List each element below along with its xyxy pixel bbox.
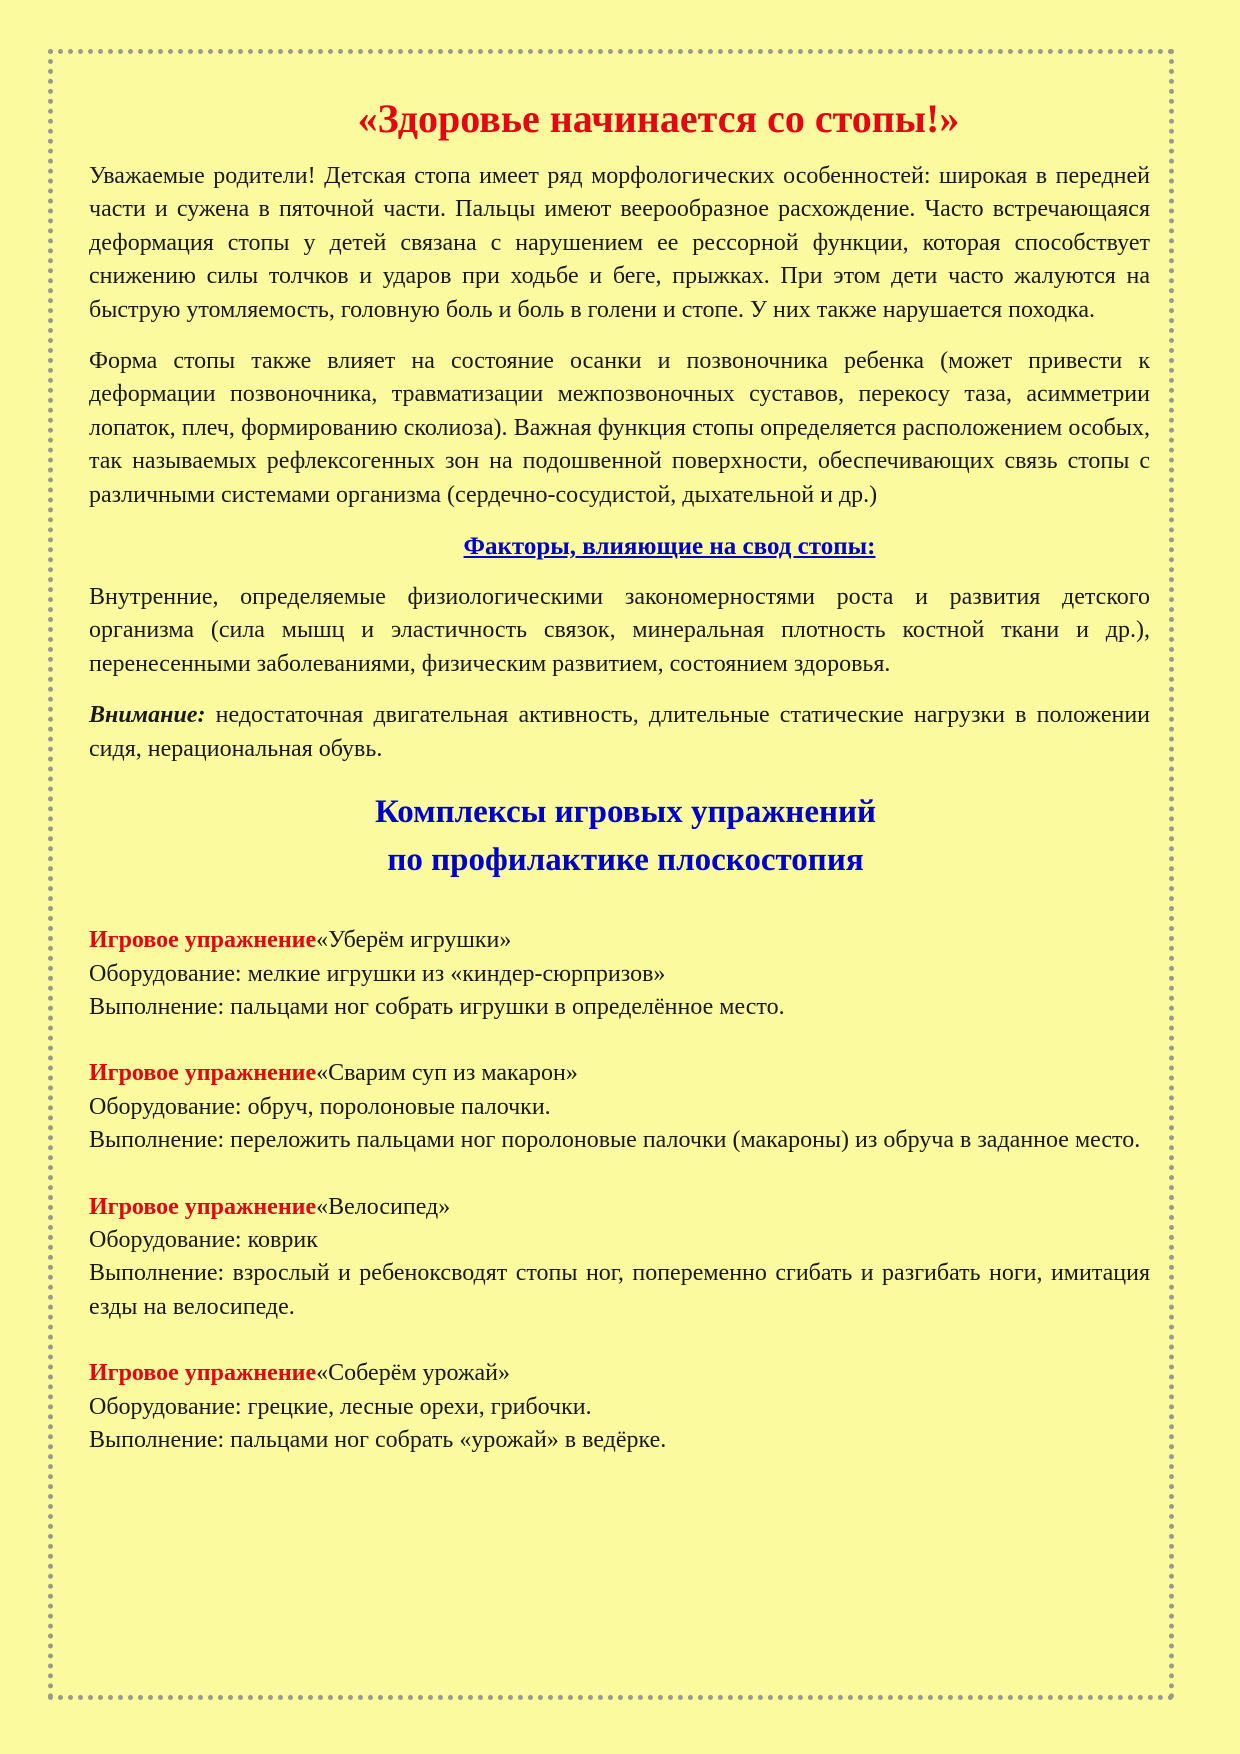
exercise-execution: Выполнение: пальцами ног собрать игрушки в определённое место. (89, 993, 785, 1020)
exercise-title (89, 1357, 1150, 1390)
exercise-label: Игровое упражнение (89, 1060, 317, 1087)
complex-heading-line-2: по профилактике плоскостопия (387, 842, 864, 879)
intro-paragraph-1: Уважаемые родители! Детская стопа имеет ряд морфологических особенностей: широкая в передней части и сужена в пяточной части. Пальцы имеют веерообразное расхождение. Часто встречающаяся деформация стопы у детей связана с нарушением ее рессорной функции, которая способствует снижению силы толчков и ударов при ходьбе и беге, прыжках. При этом дети часто жалуются на быструю утомляемость, головную боль и боль в голени и стопе. У них также нарушается походка. (89, 163, 1150, 323)
attention-paragraph (89, 699, 1150, 766)
exercise-name: «Сварим суп из макарон» (316, 1060, 578, 1087)
attention-label: Внимание: (89, 702, 206, 729)
page-title: «Здоровье начинается со стопы!» (357, 96, 960, 141)
exercise-title (89, 924, 1150, 957)
intro-paragraph-2: Форма стопы также влияет на состояние осанки и позвоночника ребенка (может привести к деформации позвоночника, травматизации межпозвоночных суставов, перекосу таза, асимметрии лопаток, плеч, формированию сколиоза). Важная функция стопы определяется расположением особых, так называемых рефлексогенных зон на подошвенной поверхности, обеспечивающих связь стопы с различными системами организма (сердечно-сосудистой, дыхательной и др.) (89, 348, 1150, 508)
factors-heading: Факторы, влияющие на свод стопы: (463, 533, 876, 561)
exercise-equipment: Оборудование: обруч, поролоновые палочки. (89, 1093, 551, 1120)
document-page (89, 92, 1150, 1490)
exercise-3 (89, 1191, 1150, 1325)
exercise-title (89, 1057, 1150, 1090)
complex-heading (89, 788, 1150, 884)
exercise-equipment: Оборудование: коврик (89, 1226, 318, 1253)
exercise-4 (89, 1357, 1150, 1457)
exercise-label: Игровое упражнение (89, 927, 317, 954)
exercise-equipment: Оборудование: мелкие игрушки из «киндер-сюрпризов» (89, 960, 666, 987)
exercise-name: «Уберём игрушки» (316, 927, 512, 954)
exercise-label: Игровое упражнение (89, 1193, 317, 1220)
exercise-equipment: Оборудование: грецкие, лесные орехи, грибочки. (89, 1393, 592, 1420)
factors-text: Внутренние, определяемые физиологическими закономерностями роста и развития детского организма (сила мышц и эластичность связок, минеральная плотность костной ткани и др.), перенесенными заболеваниями, физическим развитием, состоянием здоровья. (89, 584, 1150, 677)
exercise-name: «Соберём урожай» (316, 1360, 511, 1387)
exercise-execution: Выполнение: пальцами ног собрать «урожай» в ведёрке. (89, 1426, 667, 1453)
attention-text: недостаточная двигательная активность, длительные статические нагрузки в положении сидя, нерациональная обувь. (89, 702, 1150, 762)
exercise-2 (89, 1057, 1150, 1157)
complex-heading-line-1: Комплексы игровых упражнений (374, 794, 877, 831)
exercise-execution: Выполнение: взрослый и ребеноксводят стопы ног, попеременно сгибать и разгибать ноги, имитация езды на велосипеде. (89, 1260, 1150, 1320)
exercise-execution: Выполнение: переложить пальцами ног поролоновые палочки (макароны) из обруча в заданное место. (89, 1127, 1141, 1154)
exercise-name: «Велосипед» (316, 1193, 451, 1220)
exercise-1 (89, 924, 1150, 1024)
exercise-label: Игровое упражнение (89, 1360, 317, 1387)
exercise-title (89, 1191, 1150, 1224)
